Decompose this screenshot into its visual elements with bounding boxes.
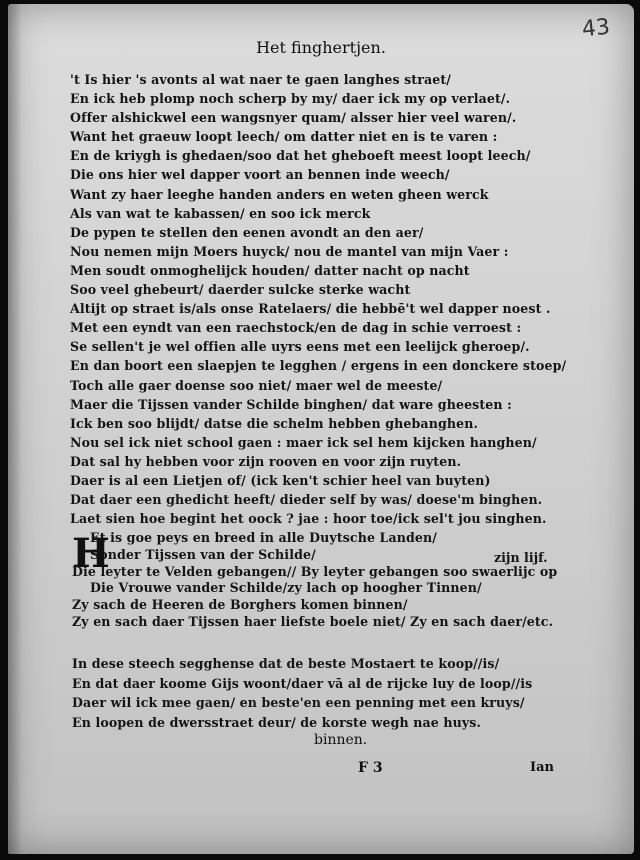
drop-capital: H (72, 530, 110, 577)
signature-mark: F 3 (358, 760, 383, 776)
verse-line: Maer die Tijssen vander Schilde binghen/ dat ware gheesten : (70, 396, 512, 412)
verse-block-1 (70, 70, 570, 528)
verse-line: Want het graeuw loopt leech/ om datter niet en is te varen : (70, 129, 498, 145)
song-line: Sonder Tijssen van der Schilde/ (90, 546, 316, 562)
verse-line: Daer wil ick mee gaen/ en beste'en een penning met een kruys/ (72, 695, 525, 710)
verse-line: Soo veel ghebeurt/ daerder sulcke sterke wacht (70, 282, 411, 298)
song-line: Et is goe peys en breed in alle Duytsche Landen/ (90, 530, 438, 545)
catchword: binnen. (314, 732, 368, 748)
verse-line: Men soudt onmoghelijck houden/ datter nacht op nacht (70, 262, 470, 278)
song-block (72, 530, 572, 631)
verse-line: Want zy haer leeghe handen anders en weten gheen werck (70, 186, 489, 202)
verse-line: Ick ben soo blijdt/ datse die schelm hebben ghebanghen. (70, 415, 478, 431)
verse-line: Dat sal hy hebben voor zijn rooven en voor zijn ruyten. (70, 453, 462, 469)
verse-line: Die ons hier wel dapper voort an bennen inde weech/ (70, 167, 450, 183)
song-line: Die Vrouwe vander Schilde/zy lach op hoogher Tinnen/ (90, 580, 482, 596)
verse-line: Nou sel ick niet school gaen : maer ick sel hem kijcken hanghen/ (70, 434, 537, 450)
verse-line: En ick heb plomp noch scherp by my/ daer ick my op verlaet/. (70, 91, 511, 107)
verse-line: En dan boort een slaepjen te legghen / ergens in een donckere stoep/ (70, 358, 567, 374)
verse-line: Daer is al een Lietjen of/ (ick ken't schier heel van buyten) (70, 472, 491, 488)
folio-number: 43 (580, 14, 612, 43)
verse-line: 't Is hier 's avonts al wat naer te gaen langhes straet/ (70, 72, 451, 87)
verse-block-2 (72, 654, 572, 732)
verse-line: Toch alle gaer doense soo niet/ maer wel de meeste/ (70, 377, 443, 393)
verse-line: Nou nemen mijn Moers huyck/ nou de mantel van mijn Vaer : (70, 243, 509, 259)
verse-line: Laet sien hoe begint het oock ? jae : hoor toe/ick sel't jou singhen. (70, 511, 547, 527)
verse-line: En de kriygh is ghedaen/soo dat het gheboeft meest loopt leech/ (70, 148, 531, 164)
verse-line: Dat daer een ghedicht heeft/ dieder self by was/ doese'm binghen. (70, 492, 543, 508)
verse-line: Met een eyndt van een raechstock/en de dag in schie verroest : (70, 320, 522, 336)
verse-line: En loopen de dwersstraet deur/ de korste wegh nae huys. (72, 714, 481, 730)
catchword-right: Ian (530, 760, 554, 775)
page-edge-shadow (8, 4, 22, 854)
verse-line: In dese steech segghense dat de beste Mostaert te koop//is/ (72, 656, 500, 671)
verse-line: Altijt op straet is/als onse Ratelaers/ die hebbē't wel dapper noest . (70, 301, 551, 317)
song-line: Zy en sach daer Tijssen haer liefste boele niet/ Zy en sach daer/etc. (72, 613, 554, 629)
verse-line: Als van wat te kabassen/ en soo ick merck (70, 205, 371, 221)
verse-line: En dat daer koome Gijs woont/daer vā al de rijcke luy de loop//is (72, 675, 533, 691)
verse-line: Offer alshickwel een wangsnyer quam/ alsser hier veel waren/. (70, 110, 517, 126)
running-header: Het finghertjen. (256, 38, 386, 57)
verse-line: De pypen te stellen den eenen avondt an den aer/ (70, 224, 424, 240)
song-line: Zy sach de Heeren de Borghers komen binnen/ (72, 597, 408, 613)
song-line: Die leyter te Velden gebangen// By leyter gebangen soo swaerlijc op (72, 563, 558, 579)
song-tail-word: zijn lijf. (494, 550, 548, 565)
page-sheet (8, 4, 634, 854)
verse-line: Se sellen't je wel offien alle uyrs eens met een leelijck gheroep/. (70, 339, 530, 355)
